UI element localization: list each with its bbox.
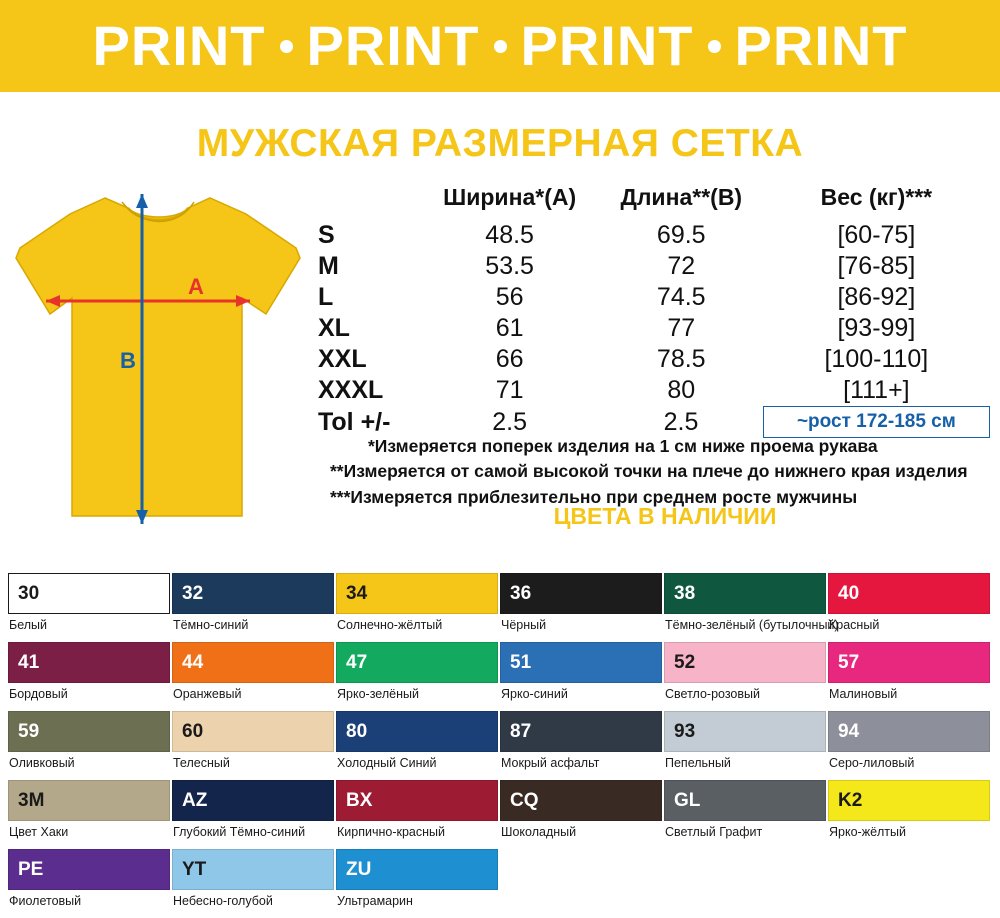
- swatch-code: 30: [18, 582, 40, 604]
- swatch-name: Оранжевый: [173, 687, 242, 701]
- banner-word: PRINT: [306, 14, 480, 77]
- swatch-code: 94: [838, 720, 860, 742]
- swatch-code: 47: [346, 651, 368, 673]
- cell-weight: [93-99]: [837, 314, 916, 342]
- swatch-code: 41: [18, 651, 40, 673]
- swatch-code: CQ: [510, 789, 539, 811]
- cell-width: 56: [495, 283, 524, 311]
- bullet-dot-icon: [708, 40, 721, 53]
- swatch-code: 52: [674, 651, 696, 673]
- cell-width: 2.5: [492, 407, 528, 436]
- color-swatch[interactable]: [664, 642, 828, 711]
- cell-weight: [76-85]: [837, 252, 916, 280]
- swatch-name: Фиолетовый: [9, 894, 82, 908]
- color-swatch[interactable]: [172, 573, 336, 642]
- swatch-name: Бордовый: [9, 687, 68, 701]
- cell-width: 61: [495, 314, 524, 342]
- cell-width: 48.5: [485, 221, 534, 249]
- size-chart-section: [0, 166, 1000, 544]
- swatch-name: Мокрый асфальт: [501, 756, 600, 770]
- swatch-code: BX: [346, 789, 373, 811]
- swatch-name: Ярко-жёлтый: [829, 825, 907, 839]
- color-swatch[interactable]: [172, 780, 336, 849]
- swatch-code: GL: [674, 789, 701, 811]
- table-row: [310, 313, 990, 344]
- swatch-name: Шоколадный: [501, 825, 577, 839]
- swatch-name: Оливковый: [9, 756, 75, 770]
- color-swatch-grid: [8, 573, 992, 918]
- svg-text:A: A: [188, 274, 204, 299]
- size-table: [310, 184, 990, 438]
- bullet-dot-icon: [494, 40, 507, 53]
- cell-weight: [60-75]: [837, 221, 916, 249]
- banner-word: PRINT: [92, 14, 266, 77]
- swatch-name: Светлый Графит: [665, 825, 763, 839]
- swatch-code: 87: [510, 720, 532, 742]
- swatch-code: 40: [838, 582, 860, 604]
- banner-word: PRINT: [734, 14, 908, 77]
- cell-length: 80: [667, 376, 696, 405]
- color-swatch[interactable]: [828, 573, 992, 642]
- swatch-code: 32: [182, 582, 204, 604]
- column-header-size: [310, 184, 420, 220]
- measurement-notes: [330, 434, 1000, 510]
- swatch-name: Малиновый: [829, 687, 898, 701]
- size-table-wrapper: [310, 184, 990, 438]
- swatch-code: ZU: [346, 858, 372, 880]
- swatch-code: AZ: [182, 789, 208, 811]
- swatch-name: Холодный Синий: [337, 756, 437, 770]
- color-swatch[interactable]: [500, 780, 664, 849]
- cell-size: L: [318, 283, 334, 311]
- swatch-code: 38: [674, 582, 696, 604]
- swatch-code: 80: [346, 720, 368, 742]
- swatch-code: 59: [18, 720, 40, 742]
- cell-length: 74.5: [656, 283, 706, 311]
- cell-weight: [111+]: [843, 376, 910, 404]
- color-swatch[interactable]: [8, 849, 172, 918]
- table-row: [310, 344, 990, 375]
- table-header-row: [310, 184, 990, 220]
- cell-size: XXL: [318, 345, 367, 373]
- color-swatch[interactable]: [172, 711, 336, 780]
- swatch-code: 34: [346, 582, 368, 604]
- note-weight: ***Измеряется приблезительно при среднем росте мужчины: [330, 486, 858, 507]
- swatch-name: Тёмно-зелёный (бутылочный): [665, 618, 839, 632]
- column-header-length: Длина**(B): [620, 184, 743, 210]
- cell-weight: [100-110]: [824, 345, 929, 373]
- bullet-dot-icon: [280, 40, 293, 53]
- cell-width: 71: [495, 376, 524, 405]
- tshirt-icon: [10, 186, 330, 536]
- print-banner: [0, 0, 1000, 92]
- color-swatch[interactable]: [336, 780, 500, 849]
- cell-size: XL: [318, 314, 350, 342]
- color-swatch[interactable]: [8, 642, 172, 711]
- color-swatch[interactable]: [500, 642, 664, 711]
- color-swatch[interactable]: [336, 711, 500, 780]
- swatch-name: Красный: [829, 618, 880, 632]
- cell-weight: [86-92]: [837, 283, 916, 311]
- colors-section-title: ЦВЕТА В НАЛИЧИИ: [553, 503, 777, 529]
- swatch-name: Телесный: [173, 756, 230, 770]
- swatch-name: Чёрный: [501, 618, 547, 632]
- table-row: [310, 220, 990, 251]
- swatch-name: Ярко-зелёный: [337, 687, 419, 701]
- banner-word: PRINT: [520, 14, 694, 77]
- color-swatch[interactable]: [828, 780, 992, 849]
- swatch-name: Серо-лиловый: [829, 756, 915, 770]
- color-swatch[interactable]: [828, 711, 992, 780]
- swatch-code: 57: [838, 651, 860, 673]
- color-swatch[interactable]: [8, 711, 172, 780]
- note-width: *Измеряется поперек изделия на 1 см ниже проема рукава: [368, 436, 878, 456]
- svg-text:B: B: [120, 348, 136, 373]
- cell-size: Tol +/-: [318, 407, 391, 436]
- cell-size: XXXL: [318, 376, 384, 405]
- table-row: [310, 407, 990, 438]
- color-swatch[interactable]: [664, 780, 828, 849]
- cell-size: M: [318, 252, 339, 280]
- color-swatch[interactable]: [336, 573, 500, 642]
- swatch-name: Пепельный: [665, 756, 731, 770]
- cell-length: 78.5: [656, 345, 706, 373]
- color-swatch[interactable]: [8, 573, 172, 642]
- swatch-code: 36: [510, 582, 532, 604]
- swatch-code: YT: [182, 858, 207, 880]
- swatch-name: Небесно-голубой: [173, 894, 273, 908]
- cell-width: 66: [495, 345, 524, 373]
- swatch-name: Цвет Хаки: [9, 825, 69, 839]
- swatch-code: 3M: [18, 789, 45, 811]
- color-swatch[interactable]: [828, 642, 992, 711]
- swatch-name: Ярко-синий: [501, 687, 568, 701]
- table-row: [310, 375, 990, 407]
- color-swatch[interactable]: [500, 573, 664, 642]
- color-swatch[interactable]: [500, 711, 664, 780]
- color-swatch[interactable]: [172, 849, 336, 918]
- cell-size: S: [318, 221, 335, 249]
- page-title: МУЖСКАЯ РАЗМЕРНАЯ СЕТКА: [196, 122, 804, 165]
- color-swatch[interactable]: [664, 711, 828, 780]
- swatch-name: Белый: [9, 618, 48, 632]
- color-swatch[interactable]: [336, 849, 500, 918]
- swatch-code: K2: [838, 789, 863, 811]
- swatch-code: PE: [18, 858, 44, 880]
- swatch-name: Глубокий Тёмно-синий: [173, 825, 306, 839]
- table-row: [310, 282, 990, 313]
- swatch-name: Кирпично-красный: [337, 825, 445, 839]
- color-swatch[interactable]: [172, 642, 336, 711]
- swatch-code: 93: [674, 720, 696, 742]
- table-row: [310, 251, 990, 282]
- swatch-name: Ультрамарин: [337, 894, 413, 908]
- color-swatch[interactable]: [664, 573, 839, 642]
- tshirt-illustration: [10, 186, 330, 536]
- cell-length: 69.5: [656, 221, 706, 249]
- height-note: ~рост 172-185 см: [763, 407, 989, 438]
- column-header-weight: Вес (кг)***: [820, 184, 933, 210]
- swatch-name: Солнечно-жёлтый: [337, 618, 443, 632]
- cell-length: 2.5: [663, 407, 699, 436]
- column-header-width: Ширина*(A): [443, 184, 577, 210]
- cell-length: 77: [667, 314, 696, 342]
- swatch-code: 44: [182, 651, 204, 673]
- swatch-code: 60: [182, 720, 204, 742]
- swatch-name: Светло-розовый: [665, 687, 760, 701]
- swatch-name: Тёмно-синий: [173, 618, 249, 632]
- cell-length: 72: [667, 252, 696, 280]
- color-swatch[interactable]: [336, 642, 500, 711]
- swatch-code: 51: [510, 651, 532, 673]
- color-swatch[interactable]: [8, 780, 172, 849]
- cell-width: 53.5: [485, 252, 534, 280]
- note-length: **Измеряется от самой высокой точки на плече до нижнего края изделия: [330, 461, 968, 482]
